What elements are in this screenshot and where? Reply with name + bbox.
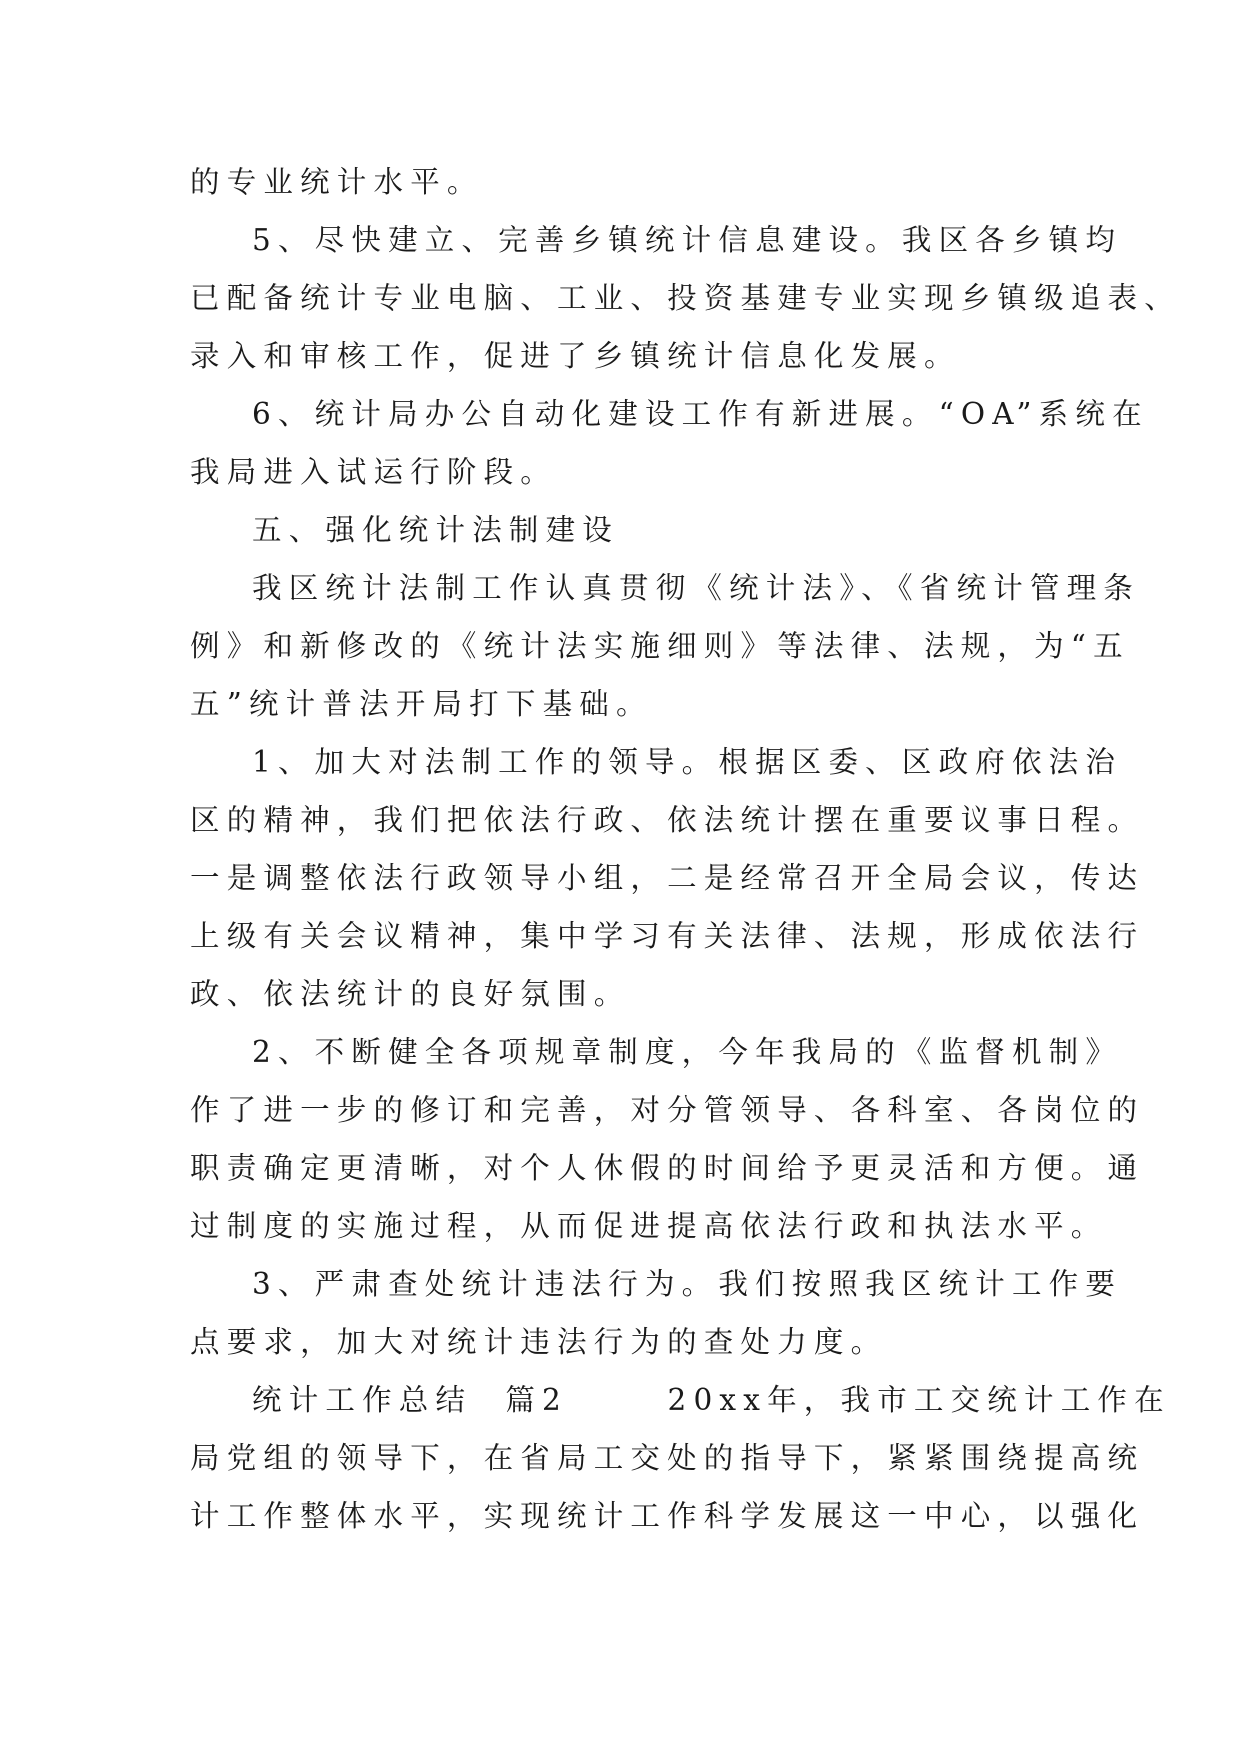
text-line: 政、依法统计的良好氛围。 xyxy=(190,977,631,1011)
text-line: 的专业统计水平。 xyxy=(190,165,484,199)
text-line: 我区统计法制工作认真贯彻《统计法》、《省统计管理条 xyxy=(252,571,1141,605)
text-line: 一是调整依法行政领导小组，二是经常召开全局会议，传达 xyxy=(190,861,1145,895)
text-line: 1、加大对法制工作的领导。根据区委、区政府依法治 xyxy=(252,745,1123,779)
text-line: 点要求，加大对统计违法行为的查处力度。 xyxy=(190,1325,888,1359)
text-line: 3、严肃查处统计违法行为。我们按照我区统计工作要 xyxy=(252,1267,1123,1301)
text-line: 统计工作总结 篇2 20xx年，我市工交统计工作在 xyxy=(252,1383,1171,1417)
text-line: 已配备统计专业电脑、工业、投资基建专业实现乡镇级追表、 xyxy=(190,281,1181,315)
text-line: 录入和审核工作，促进了乡镇统计信息化发展。 xyxy=(190,339,961,373)
text-line: 职责确定更清晰，对个人休假的时间给予更灵活和方便。通 xyxy=(190,1151,1145,1185)
text-line: 五”统计普法开局打下基础。 xyxy=(190,687,653,721)
text-line: 6、统计局办公自动化建设工作有新进展。“OA”系统在 xyxy=(252,397,1149,431)
text-line: 区的精神，我们把依法行政、依法统计摆在重要议事日程。 xyxy=(190,803,1145,837)
text-line: 我局进入试运行阶段。 xyxy=(190,455,558,489)
text-line: 2、不断健全各项规章制度，今年我局的《监督机制》 xyxy=(252,1035,1123,1069)
section-heading: 五、强化统计法制建设 xyxy=(252,513,620,547)
text-line: 过制度的实施过程，从而促进提高依法行政和执法水平。 xyxy=(190,1209,1108,1243)
text-line: 5、尽快建立、完善乡镇统计信息建设。我区各乡镇均 xyxy=(252,223,1123,257)
text-line: 局党组的领导下，在省局工交处的指导下，紧紧围绕提高统 xyxy=(190,1441,1145,1475)
text-line: 作了进一步的修订和完善，对分管领导、各科室、各岗位的 xyxy=(190,1093,1145,1127)
text-line: 计工作整体水平，实现统计工作科学发展这一中心，以强化 xyxy=(190,1499,1145,1533)
text-line: 上级有关会议精神，集中学习有关法律、法规，形成依法行 xyxy=(190,919,1145,953)
text-line: 例》和新修改的《统计法实施细则》等法律、法规，为“五 xyxy=(190,629,1130,663)
